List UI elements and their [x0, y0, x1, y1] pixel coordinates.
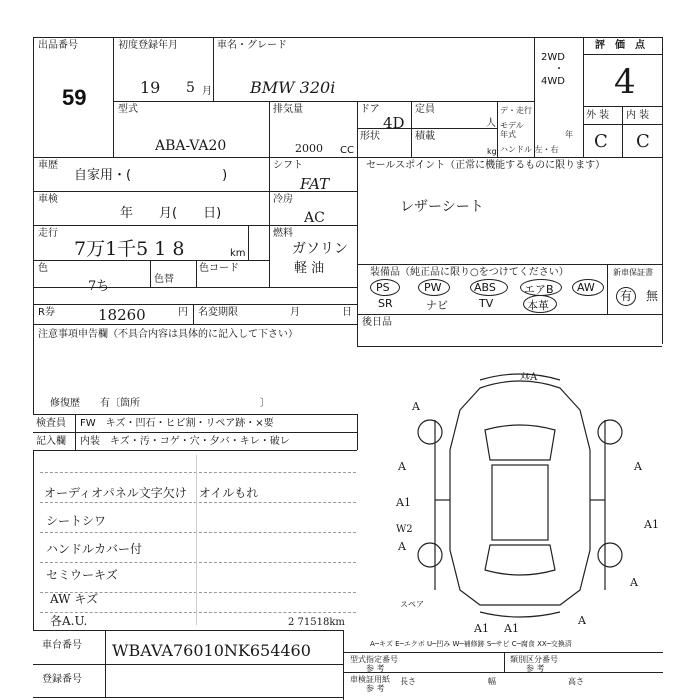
handle-label: ハンドル 左・右: [500, 145, 559, 154]
expiry-label: 名変期限: [198, 307, 238, 318]
type-cert-ref: 参 考: [366, 664, 385, 673]
class-label: 類別区分番号: [510, 655, 558, 664]
chassis-value: WBAVA76010NK654460: [112, 641, 311, 660]
ac-label: 冷房: [273, 194, 293, 205]
repair-history: 修復歴 有〔箇所 〕: [50, 398, 270, 409]
circle-airbag: [520, 279, 562, 296]
option-aw: AW: [577, 281, 595, 294]
capacity-label: 定員: [415, 104, 435, 115]
color-label: 色: [38, 263, 48, 274]
mark-3: A: [634, 460, 642, 473]
history-value: 自家用・( ): [74, 168, 228, 183]
load-unit: kg: [487, 147, 497, 156]
fuel-label: 燃料: [273, 228, 293, 239]
warranty-yes: 有: [620, 289, 633, 303]
odometer-note: 2 71518km: [288, 617, 345, 628]
registration-label: 登録番号: [42, 674, 82, 685]
int-label: 内 装: [626, 110, 650, 121]
disp-label: 排気量: [273, 104, 303, 115]
type-label: 型式: [118, 104, 138, 115]
model-year-label: モデル 年式: [500, 121, 524, 139]
length-label: 長さ: [400, 677, 416, 686]
check-codes: FW キズ・凹石・ヒビ割・リペア跡・×要: [80, 418, 274, 429]
option-navi: ナビ: [426, 299, 448, 312]
model-value: BMW 320i: [250, 78, 336, 97]
shape-label: 形状: [360, 131, 380, 142]
year-suffix: 年: [565, 130, 573, 139]
height-label: 高さ: [568, 677, 584, 686]
damage-legend: A─キズ E─エクボ U─凹み W─補修跡 S─サビ C─腐食 XX─交換済: [370, 640, 572, 648]
entry-label: 記入欄: [36, 436, 66, 447]
remark-2: シートシワ: [46, 514, 107, 528]
mark-7: A: [398, 540, 406, 553]
mark-8: A1: [644, 518, 659, 531]
type-cert-label: 型式指定番号: [350, 655, 398, 664]
lot-number: 59: [62, 85, 87, 110]
recycle-unit: 円: [178, 307, 188, 318]
grade-value: 4: [614, 62, 636, 102]
inspection-label: 車検: [38, 194, 58, 205]
reg-year: 19: [140, 78, 161, 97]
rear-items-label: 後日品: [362, 317, 392, 328]
mileage-history: デ・走行: [500, 106, 532, 115]
circle-ps: [370, 279, 400, 296]
spare-label: スペア: [400, 600, 424, 609]
load-label: 積載: [415, 131, 435, 142]
disp-unit: CC: [340, 145, 354, 156]
drive-dot: ・: [554, 64, 564, 75]
recycle-label: R券: [38, 307, 55, 318]
circle-aw: [572, 279, 604, 296]
sales-point-label: セールスポイント（正常に機能するものに限ります）: [366, 160, 606, 171]
mark-2: A: [398, 460, 406, 473]
notes-label: 注意事項申告欄（不具合内容は具体的に記入して下さい）: [38, 329, 298, 340]
type-value: ABA-VA20: [155, 138, 227, 154]
drive-2wd: 2WD: [541, 52, 565, 63]
circle-warranty: [616, 287, 636, 306]
mark-4: A: [630, 576, 638, 589]
option-pw: PW: [424, 281, 442, 294]
fuel-value: ガソリン: [292, 241, 348, 257]
remark-6: 各A.U.: [50, 614, 88, 628]
inspection-value: 年 月( 日): [120, 206, 222, 221]
first-reg-label: 初度登録年月: [118, 40, 178, 51]
inspector-label: 検査員: [36, 418, 66, 429]
remark-4: セミウーキズ: [46, 568, 118, 582]
ext-grade: C: [594, 131, 608, 152]
remark-3: ハンドルカバー付: [46, 542, 143, 556]
color-code-label: 色コード: [199, 263, 239, 274]
mark-10: A1: [504, 622, 519, 635]
equipment-label: 装備品（純正品に限り○をつけてください）: [370, 267, 569, 278]
int-grade: C: [636, 131, 650, 152]
grade-label: 評 価 点: [595, 40, 645, 51]
sales-point-value: レザーシート: [400, 199, 484, 215]
mark-11: A: [578, 614, 586, 627]
mark-6: W2: [396, 524, 413, 535]
shift-value: FAT: [300, 175, 330, 193]
option-sr: SR: [378, 297, 393, 310]
history-label: 車歴: [38, 160, 58, 171]
cert-label: 車検証用紙: [350, 675, 390, 684]
mileage-value: 7万1千5 1 8: [74, 238, 185, 260]
class-ref: 参 考: [526, 664, 545, 673]
mileage-unit: km: [230, 248, 246, 259]
reg-month-unit: 月: [202, 86, 212, 97]
model-label: 車名・グレード: [217, 40, 287, 51]
entry-codes: 内装 キズ・汚・コゲ・穴・夕バ・キレ・破レ: [80, 436, 290, 447]
car-damage-diagram: [380, 360, 665, 620]
warranty-no: 無: [646, 289, 659, 303]
capacity-unit: 人: [486, 118, 496, 129]
disp-value: 2000: [295, 142, 323, 155]
ac-value: AC: [304, 210, 325, 226]
fuel-alt: 軽 油: [294, 261, 325, 276]
ext-label: 外 装: [586, 110, 610, 121]
circle-pw: [418, 279, 450, 296]
color-value: 7ち: [88, 279, 110, 294]
width-label: 幅: [488, 677, 496, 686]
mark-5: A1: [396, 496, 411, 509]
option-leather: 本革: [527, 299, 549, 312]
drive-4wd: 4WD: [541, 76, 565, 87]
circle-leather: [523, 295, 557, 313]
option-tv: TV: [479, 297, 494, 310]
remark-1: オーディオパネル文字欠け オイルもれ: [44, 486, 259, 500]
door-value: 4D: [383, 114, 405, 132]
circle-abs: [470, 279, 508, 296]
mark-1: A: [412, 400, 420, 413]
mark-top: ﾒﾙA: [520, 372, 538, 383]
recycle-value: 18260: [98, 306, 146, 324]
mileage-label: 走行: [38, 228, 58, 239]
option-ps: PS: [376, 281, 390, 294]
door-label: ドア: [360, 104, 380, 115]
cert-ref: 参 考: [366, 684, 385, 693]
chassis-label: 車台番号: [42, 640, 82, 651]
option-abs: ABS: [474, 281, 496, 294]
expiry-day: 日: [342, 307, 352, 318]
option-airbag: エアB: [524, 283, 554, 296]
warranty-label: 新車保証書: [613, 268, 653, 277]
expiry-month: 月: [290, 307, 300, 318]
shift-label: シフト: [273, 160, 303, 171]
remark-5: AW キズ: [50, 592, 99, 606]
reg-month: 5: [186, 80, 195, 96]
color-change-label: 色替: [154, 274, 174, 285]
mark-9: A1: [474, 622, 489, 635]
lot-label: 出品番号: [38, 40, 78, 51]
